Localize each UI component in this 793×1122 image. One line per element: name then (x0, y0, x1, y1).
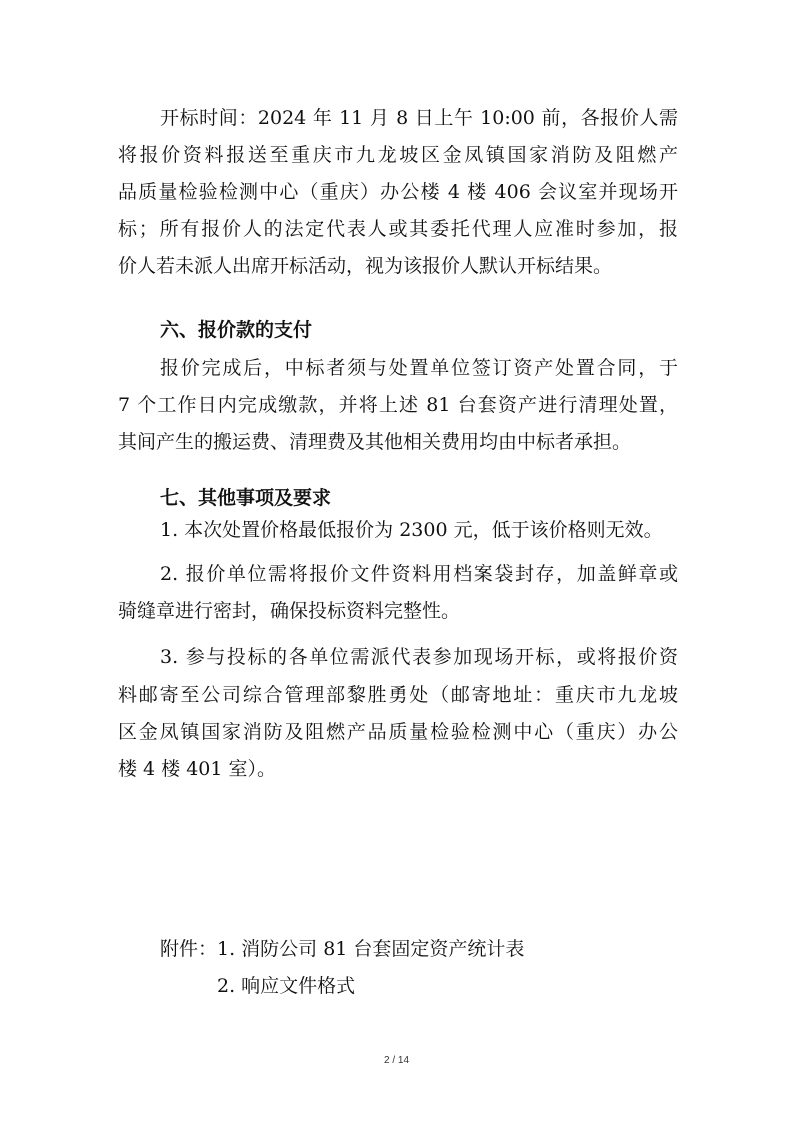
attachment-item-1: 1. 消防公司 81 台套固定资产统计表 (217, 938, 525, 960)
paragraph-line: 其间产生的搬运费、清理费及其他相关费用均由中标者承担。 (118, 431, 632, 453)
list-item-1: 1. 本次处置价格最低报价为 2300 元，低于该价格则无效。 (160, 519, 663, 541)
list-item-2-line: 2. 报价单位需将报价文件资料用档案袋封存，加盖鲜章或 (160, 563, 678, 585)
paragraph-line: 报价完成后，中标者须与处置单位签订资产处置合同，于 (160, 357, 678, 379)
section-heading-other-matters: 七、其他事项及要求 (160, 487, 332, 509)
paragraph-line: 标；所有报价人的法定代表人或其委托代理人应准时参加，报 (118, 218, 678, 240)
page-number: 2 / 14 (383, 1055, 410, 1066)
list-item-2-line: 骑缝章进行密封，确保投标资料完整性。 (118, 600, 461, 622)
attachments-label: 附件： (160, 938, 218, 960)
list-item-3-line: 料邮寄至公司综合管理部黎胜勇处（邮寄地址：重庆市九龙坡 (118, 684, 678, 706)
paragraph-line: 将报价资料报送至重庆市九龙坡区金凤镇国家消防及阻燃产 (118, 144, 678, 166)
paragraph-line: 品质量检验检测中心（重庆）办公楼 4 楼 406 会议室并现场开 (118, 181, 678, 203)
paragraph-line: 价人若未派人出席开标活动，视为该报价人默认开标结果。 (118, 255, 613, 277)
list-item-3-line: 楼 4 楼 401 室）。 (118, 758, 277, 780)
list-item-3-line: 区金凤镇国家消防及阻燃产品质量检验检测中心（重庆）办公 (118, 721, 678, 743)
paragraph-line: 开标时间：2024 年 11 月 8 日上午 10:00 前，各报价人需 (160, 107, 678, 129)
paragraph-line: 7 个工作日内完成缴款，并将上述 81 台套资产进行清理处置， (118, 394, 678, 416)
attachment-item-2: 2. 响应文件格式 (217, 975, 356, 997)
section-heading-payment: 六、报价款的支付 (160, 319, 313, 341)
list-item-3-line: 3. 参与投标的各单位需派代表参加现场开标，或将报价资 (160, 646, 678, 668)
